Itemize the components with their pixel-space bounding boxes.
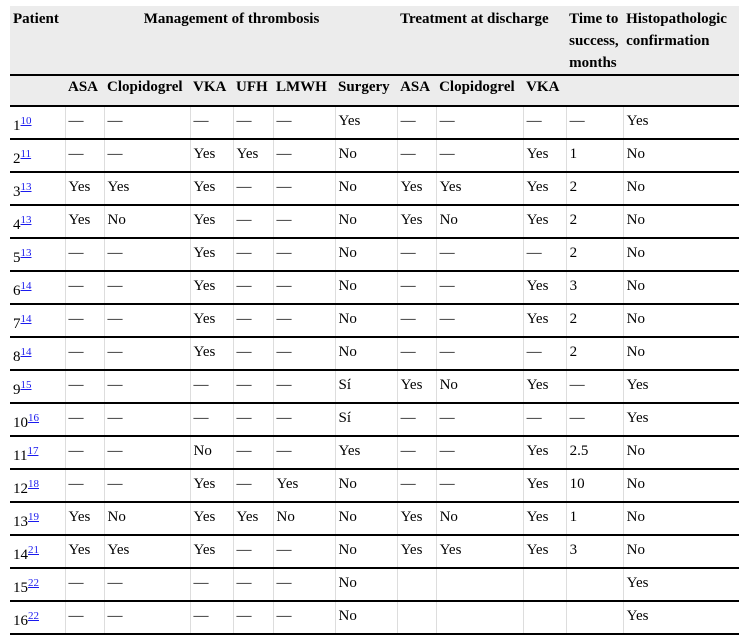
patient-cell	[10, 568, 65, 601]
table-cell: —	[397, 238, 436, 271]
table-cell: —	[65, 139, 104, 172]
table-cell: —	[104, 304, 190, 337]
patient-number: 13	[13, 514, 28, 530]
table-cell: No	[273, 502, 335, 535]
reference-link[interactable]: 22	[28, 577, 39, 589]
table-cell: —	[436, 337, 523, 370]
table-cell: Yes	[273, 469, 335, 502]
table-cell: Yes	[335, 436, 397, 469]
table-cell: —	[233, 337, 273, 370]
table-cell: 3	[566, 271, 623, 304]
reference-link[interactable]: 14	[20, 346, 32, 358]
table-cell: Yes	[335, 106, 397, 139]
table-cell: —	[436, 139, 523, 172]
table-cell: —	[436, 304, 523, 337]
reference-link[interactable]: 22	[28, 610, 39, 622]
table-cell: Yes	[623, 403, 739, 436]
table-cell: —	[233, 469, 273, 502]
table-cell	[436, 568, 523, 601]
header-mgmt-surgery: Surgery	[335, 75, 397, 106]
reference-link[interactable]: 15	[20, 379, 32, 391]
table-cell: No	[335, 601, 397, 634]
table-cell: —	[65, 238, 104, 271]
table-cell: —	[436, 436, 523, 469]
table-cell: —	[566, 106, 623, 139]
table-cell: No	[335, 205, 397, 238]
table-cell: —	[65, 370, 104, 403]
table-cell: Yes	[190, 271, 233, 304]
table-cell: Yes	[623, 106, 739, 139]
reference-link[interactable]: 10	[20, 115, 32, 127]
table-cell: Yes	[104, 172, 190, 205]
table-cell: Yes	[65, 205, 104, 238]
table-cell: Yes	[623, 370, 739, 403]
table-cell: 2	[566, 304, 623, 337]
reference-link[interactable]: 13	[20, 181, 32, 193]
table-cell: —	[65, 601, 104, 634]
table-cell: —	[273, 106, 335, 139]
table-row	[10, 403, 739, 436]
table-cell: No	[623, 436, 739, 469]
table-cell: —	[65, 436, 104, 469]
table-cell: No	[190, 436, 233, 469]
table-cell: Yes	[190, 238, 233, 271]
table-cell: 2.5	[566, 436, 623, 469]
table-cell: —	[436, 469, 523, 502]
table-cell: Yes	[523, 304, 566, 337]
table-cell: No	[335, 139, 397, 172]
table-cell: Yes	[523, 469, 566, 502]
table-cell	[397, 568, 436, 601]
table-cell: No	[335, 337, 397, 370]
table-cell: No	[335, 172, 397, 205]
patient-cell	[10, 502, 65, 535]
table-cell: No	[335, 535, 397, 568]
table-cell: —	[65, 568, 104, 601]
table-cell: —	[233, 601, 273, 634]
table-cell: Sí	[335, 370, 397, 403]
table-cell: Sí	[335, 403, 397, 436]
patient-number: 15	[13, 580, 28, 596]
table-cell: —	[190, 106, 233, 139]
table-cell: Yes	[523, 172, 566, 205]
patient-cell	[10, 139, 65, 172]
table-cell: —	[104, 139, 190, 172]
header-histopathologic: Histopathologic confirmation	[623, 6, 739, 75]
table-cell: Yes	[65, 535, 104, 568]
table-cell: Yes	[523, 502, 566, 535]
table-cell: —	[273, 238, 335, 271]
table-cell: 3	[566, 535, 623, 568]
table-cell: No	[436, 370, 523, 403]
patient-cell	[10, 172, 65, 205]
table-cell: Yes	[436, 535, 523, 568]
reference-link[interactable]: 14	[20, 313, 32, 325]
reference-link[interactable]: 21	[28, 544, 39, 556]
table-cell: Yes	[65, 172, 104, 205]
table-cell: 2	[566, 337, 623, 370]
table-cell: —	[104, 601, 190, 634]
table-cell: —	[436, 403, 523, 436]
table-cell: No	[335, 271, 397, 304]
table-cell: No	[623, 535, 739, 568]
patient-number: 14	[13, 547, 28, 563]
table-cell: 10	[566, 469, 623, 502]
table-cell	[523, 568, 566, 601]
table-cell: No	[104, 205, 190, 238]
table-cell: —	[273, 370, 335, 403]
reference-link[interactable]: 17	[27, 445, 39, 457]
patient-number: 8	[13, 349, 21, 365]
patient-cell	[10, 469, 65, 502]
reference-link[interactable]: 18	[28, 478, 39, 490]
table-cell: No	[335, 238, 397, 271]
table-cell: No	[436, 502, 523, 535]
patient-number: 2	[13, 151, 21, 167]
table-row	[10, 205, 739, 238]
table-cell: Yes	[190, 139, 233, 172]
table-cell: Yes	[190, 337, 233, 370]
table-cell: Yes	[190, 172, 233, 205]
header-mgmt-clopidogrel: Clopidogrel	[104, 75, 190, 106]
table-cell	[523, 601, 566, 634]
table-cell: Yes	[190, 535, 233, 568]
table-cell: —	[190, 601, 233, 634]
table-row	[10, 337, 739, 370]
patient-cell	[10, 370, 65, 403]
table-cell: —	[65, 271, 104, 304]
table-cell: —	[273, 403, 335, 436]
table-cell: No	[623, 304, 739, 337]
table-cell: Yes	[65, 502, 104, 535]
table-cell: Yes	[190, 502, 233, 535]
table-cell	[566, 568, 623, 601]
table-cell: —	[273, 568, 335, 601]
table-cell	[397, 601, 436, 634]
table-cell: 2	[566, 205, 623, 238]
patient-cell	[10, 601, 65, 634]
table-cell: Yes	[397, 370, 436, 403]
patient-cell	[10, 238, 65, 271]
patient-cell	[10, 106, 65, 139]
table-cell: —	[397, 436, 436, 469]
table-cell: —	[397, 271, 436, 304]
patient-number: 3	[13, 184, 21, 200]
table-cell: Yes	[190, 304, 233, 337]
table-cell: 1	[566, 139, 623, 172]
table-row	[10, 238, 739, 271]
table-cell: —	[233, 568, 273, 601]
table-row	[10, 469, 739, 502]
table-cell: No	[335, 304, 397, 337]
header-mgmt-asa: ASA	[65, 75, 104, 106]
table-cell: —	[397, 337, 436, 370]
table-cell: —	[233, 172, 273, 205]
table-cell: No	[623, 139, 739, 172]
header-discharge-clopidogrel: Clopidogrel	[436, 75, 523, 106]
table-cell: —	[397, 106, 436, 139]
table-cell: Yes	[523, 535, 566, 568]
table-cell: Yes	[397, 172, 436, 205]
table-cell: —	[523, 106, 566, 139]
table-cell: —	[233, 106, 273, 139]
patient-number: 12	[13, 481, 28, 497]
patient-cell	[10, 436, 65, 469]
table-cell: Yes	[523, 271, 566, 304]
header-discharge-group: Treatment at discharge	[397, 6, 566, 75]
reference-link[interactable]: 11	[20, 148, 32, 160]
table-cell: —	[104, 106, 190, 139]
header-discharge-asa: ASA	[397, 75, 436, 106]
patient-number: 4	[13, 217, 21, 233]
patient-cell	[10, 403, 65, 436]
table-row	[10, 370, 739, 403]
header-discharge-vka: VKA	[523, 75, 566, 106]
table-cell: Yes	[190, 205, 233, 238]
table-cell: —	[436, 106, 523, 139]
table-cell: Yes	[523, 139, 566, 172]
table-cell: No	[623, 172, 739, 205]
table-cell: No	[104, 502, 190, 535]
header-mgmt-ufh: UFH	[233, 75, 273, 106]
table-cell: No	[436, 205, 523, 238]
table-cell	[436, 601, 523, 634]
header-mgmt-vka: VKA	[190, 75, 233, 106]
table-cell: —	[273, 205, 335, 238]
table-cell: —	[65, 469, 104, 502]
table-cell: Yes	[233, 139, 273, 172]
patient-number: 11	[13, 448, 28, 464]
table-cell: —	[523, 403, 566, 436]
table-cell: —	[523, 238, 566, 271]
table-cell: No	[623, 205, 739, 238]
table-cell: —	[273, 337, 335, 370]
table-cell: —	[273, 139, 335, 172]
table-row	[10, 502, 739, 535]
table-cell: —	[566, 403, 623, 436]
table-cell: —	[104, 370, 190, 403]
table-cell	[566, 601, 623, 634]
table-cell: —	[104, 403, 190, 436]
table-cell: —	[273, 172, 335, 205]
table-cell: No	[623, 271, 739, 304]
table-cell: 1	[566, 502, 623, 535]
table-cell: Yes	[523, 370, 566, 403]
reference-link[interactable]: 14	[20, 280, 32, 292]
table-cell: No	[623, 502, 739, 535]
patient-number: 7	[13, 316, 21, 332]
thrombosis-table	[10, 6, 739, 635]
table-cell: —	[233, 403, 273, 436]
patient-number: 10	[13, 415, 28, 431]
table-cell: No	[335, 469, 397, 502]
patient-number: 9	[13, 382, 21, 398]
table-cell: Yes	[523, 436, 566, 469]
patient-cell	[10, 304, 65, 337]
table-cell: —	[233, 436, 273, 469]
table-cell: No	[335, 502, 397, 535]
patient-number: 5	[13, 250, 21, 266]
table-cell: —	[273, 436, 335, 469]
patient-number: 6	[13, 283, 21, 299]
table-cell: Yes	[233, 502, 273, 535]
table-cell: —	[436, 238, 523, 271]
table-row	[10, 106, 739, 139]
table-cell: 2	[566, 172, 623, 205]
header-mgmt-lmwh: LMWH	[273, 75, 335, 106]
table-cell: —	[273, 601, 335, 634]
patient-cell	[10, 337, 65, 370]
table-row	[10, 535, 739, 568]
table-cell: No	[623, 238, 739, 271]
table-cell: Yes	[397, 205, 436, 238]
header-patient: Patient	[10, 6, 65, 75]
reference-link[interactable]: 16	[28, 412, 39, 424]
table-cell: —	[233, 304, 273, 337]
reference-link[interactable]: 13	[20, 247, 32, 259]
table-cell: —	[397, 469, 436, 502]
table-cell: —	[104, 337, 190, 370]
table-cell: —	[233, 370, 273, 403]
table-cell: —	[233, 238, 273, 271]
header-patient-blank	[10, 75, 65, 106]
table-row	[10, 436, 739, 469]
table-cell: —	[104, 238, 190, 271]
table-cell: —	[190, 403, 233, 436]
table-cell: —	[104, 469, 190, 502]
patient-cell	[10, 205, 65, 238]
table-cell: No	[623, 469, 739, 502]
table-cell: —	[190, 370, 233, 403]
header-time-blank	[566, 75, 623, 106]
table-cell: —	[104, 568, 190, 601]
table-cell: Yes	[436, 172, 523, 205]
table-cell: —	[233, 271, 273, 304]
table-row	[10, 172, 739, 205]
table-cell: —	[273, 535, 335, 568]
table-cell: —	[523, 337, 566, 370]
table-cell: —	[104, 271, 190, 304]
table-cell: Yes	[523, 205, 566, 238]
table-cell: Yes	[623, 568, 739, 601]
table-cell: Yes	[190, 469, 233, 502]
table-cell: —	[104, 436, 190, 469]
table-cell: —	[65, 106, 104, 139]
header-histo-blank	[623, 75, 739, 106]
table-cell: No	[623, 337, 739, 370]
patient-cell	[10, 271, 65, 304]
table-row	[10, 271, 739, 304]
table-row	[10, 568, 739, 601]
patient-number: 1	[13, 118, 21, 134]
reference-link[interactable]: 13	[20, 214, 32, 226]
table-cell: —	[65, 403, 104, 436]
table-cell: —	[397, 139, 436, 172]
table-row	[10, 304, 739, 337]
header-time-to-success: Time to success, months	[566, 6, 623, 75]
table-row	[10, 601, 739, 634]
table-cell: —	[397, 304, 436, 337]
table-cell: —	[397, 403, 436, 436]
table-cell: —	[233, 535, 273, 568]
patient-number: 16	[13, 613, 28, 629]
table-row	[10, 139, 739, 172]
table-cell: No	[335, 568, 397, 601]
reference-link[interactable]: 19	[28, 511, 39, 523]
table-cell: Yes	[104, 535, 190, 568]
table-cell: —	[190, 568, 233, 601]
table-cell: —	[65, 304, 104, 337]
table-cell: —	[65, 337, 104, 370]
table-cell: Yes	[397, 502, 436, 535]
table-cell: Yes	[623, 601, 739, 634]
header-management-group: Management of thrombosis	[65, 6, 397, 75]
table-cell: 2	[566, 238, 623, 271]
table-cell: —	[273, 304, 335, 337]
table-cell: —	[233, 205, 273, 238]
table-cell: —	[273, 271, 335, 304]
table-cell: Yes	[397, 535, 436, 568]
patient-cell	[10, 535, 65, 568]
table-cell: —	[436, 271, 523, 304]
table-cell: —	[566, 370, 623, 403]
